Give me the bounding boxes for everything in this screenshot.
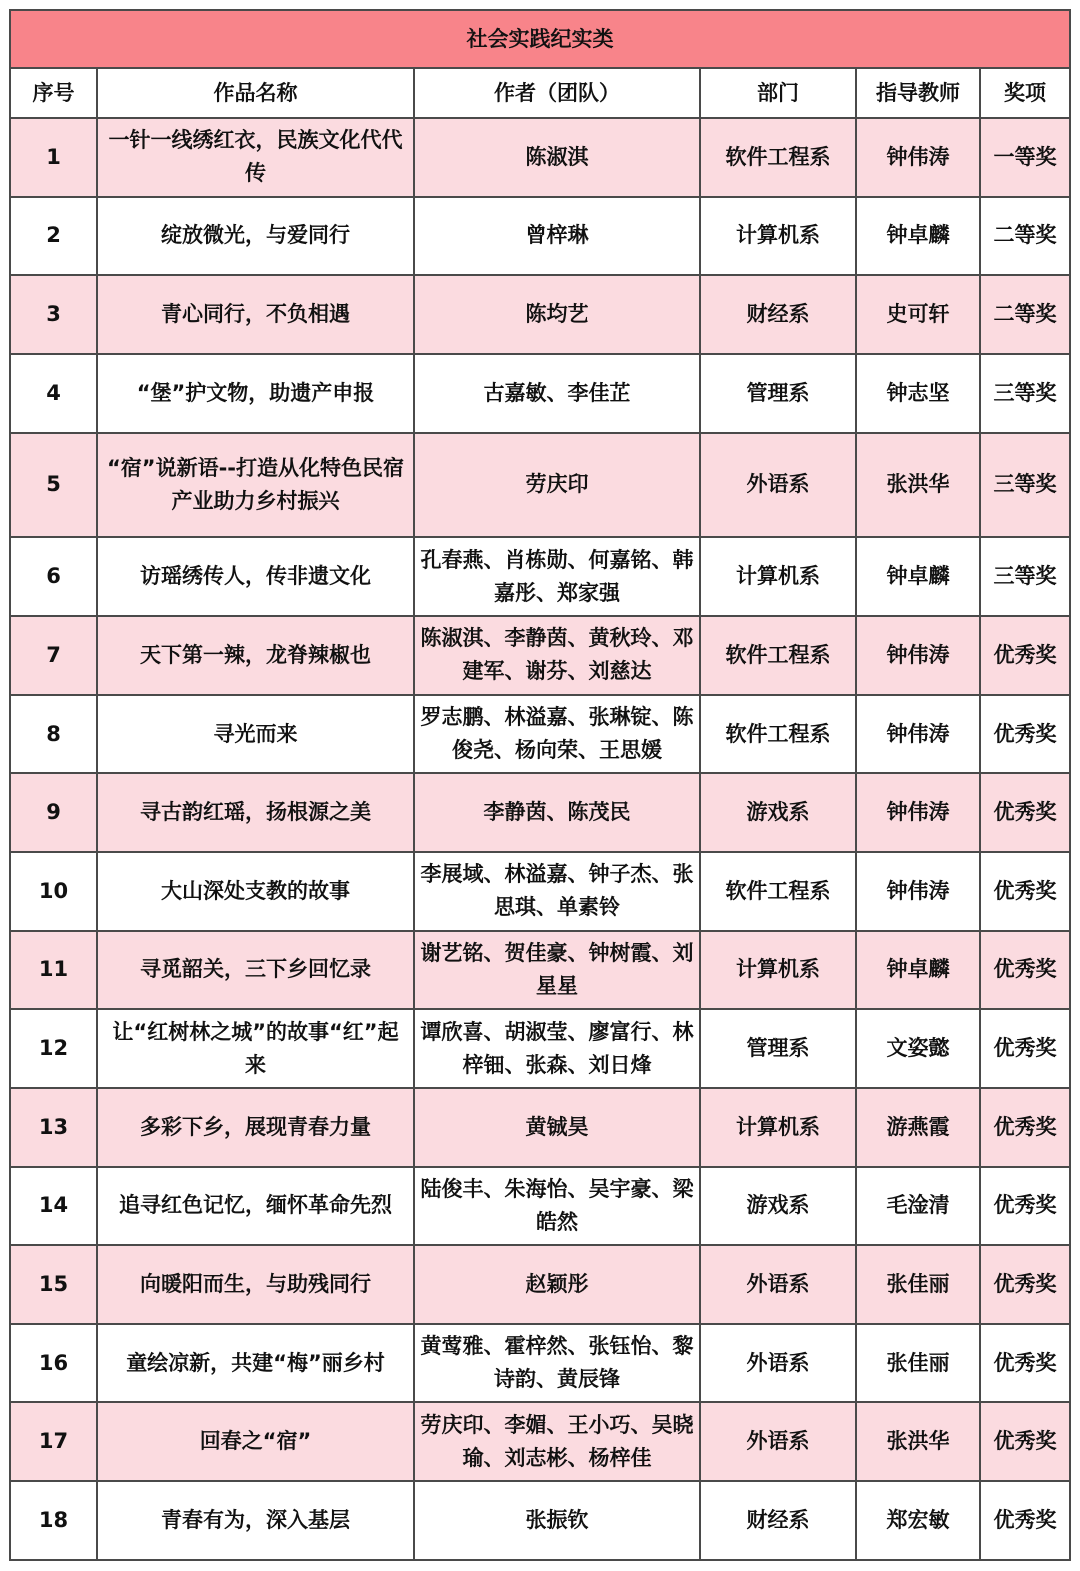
cell-teacher: 钟卓麟 — [856, 931, 980, 1010]
cell-work-name: 大山深处支教的故事 — [97, 852, 414, 931]
cell-teacher: 史可轩 — [856, 275, 980, 354]
cell-department: 管理系 — [700, 1009, 856, 1088]
cell-award: 优秀奖 — [980, 1324, 1070, 1403]
cell-award: 优秀奖 — [980, 616, 1070, 695]
cell-number: 15 — [10, 1245, 97, 1324]
column-header-number: 序号 — [10, 68, 97, 118]
column-header-department: 部门 — [700, 68, 856, 118]
cell-teacher: 钟志坚 — [856, 354, 980, 433]
cell-award: 优秀奖 — [980, 1402, 1070, 1481]
cell-author: 劳庆印 — [414, 433, 700, 538]
cell-teacher: 钟卓麟 — [856, 537, 980, 616]
cell-author: 黄铖昊 — [414, 1088, 700, 1167]
award-table — [9, 9, 1071, 1561]
cell-teacher: 钟伟涛 — [856, 616, 980, 695]
cell-number: 14 — [10, 1167, 97, 1246]
table-row — [10, 695, 1070, 774]
cell-work-name: 绽放微光，与爱同行 — [97, 197, 414, 276]
cell-author: 陈均艺 — [414, 275, 700, 354]
cell-author: 李静茵、陈茂民 — [414, 773, 700, 852]
table-row — [10, 275, 1070, 354]
header-row — [10, 68, 1070, 118]
table-row — [10, 931, 1070, 1010]
cell-number: 7 — [10, 616, 97, 695]
cell-work-name: 天下第一辣，龙脊辣椒也 — [97, 616, 414, 695]
table-row — [10, 1402, 1070, 1481]
cell-work-name: 童绘凉新，共建“梅”丽乡村 — [97, 1324, 414, 1403]
cell-department: 管理系 — [700, 354, 856, 433]
cell-award: 二等奖 — [980, 275, 1070, 354]
column-header-award: 奖项 — [980, 68, 1070, 118]
table-row — [10, 1324, 1070, 1403]
table-row — [10, 1088, 1070, 1167]
cell-number: 6 — [10, 537, 97, 616]
cell-number: 8 — [10, 695, 97, 774]
cell-award: 优秀奖 — [980, 1481, 1070, 1560]
cell-work-name: 回春之“宿” — [97, 1402, 414, 1481]
table-row — [10, 197, 1070, 276]
cell-award: 二等奖 — [980, 197, 1070, 276]
cell-teacher: 文姿懿 — [856, 1009, 980, 1088]
cell-award: 三等奖 — [980, 433, 1070, 538]
cell-work-name: 一针一线绣红衣，民族文化代代传 — [97, 118, 414, 197]
table-row — [10, 537, 1070, 616]
cell-award: 优秀奖 — [980, 1167, 1070, 1246]
cell-department: 游戏系 — [700, 773, 856, 852]
cell-teacher: 钟伟涛 — [856, 852, 980, 931]
cell-author: 张振钦 — [414, 1481, 700, 1560]
cell-number: 9 — [10, 773, 97, 852]
cell-work-name: 访瑶绣传人，传非遗文化 — [97, 537, 414, 616]
cell-number: 11 — [10, 931, 97, 1010]
cell-teacher: 张洪华 — [856, 433, 980, 538]
cell-award: 优秀奖 — [980, 1088, 1070, 1167]
table-row — [10, 354, 1070, 433]
column-header-teacher: 指导教师 — [856, 68, 980, 118]
cell-author: 古嘉敏、李佳芷 — [414, 354, 700, 433]
cell-work-name: 追寻红色记忆，缅怀革命先烈 — [97, 1167, 414, 1246]
table-row — [10, 616, 1070, 695]
cell-award: 三等奖 — [980, 354, 1070, 433]
cell-department: 计算机系 — [700, 931, 856, 1010]
cell-author: 孔春燕、肖栋勋、何嘉铭、韩嘉彤、郑家强 — [414, 537, 700, 616]
cell-department: 游戏系 — [700, 1167, 856, 1246]
cell-teacher: 郑宏敏 — [856, 1481, 980, 1560]
table-row — [10, 433, 1070, 538]
cell-teacher: 钟卓麟 — [856, 197, 980, 276]
cell-work-name: 多彩下乡，展现青春力量 — [97, 1088, 414, 1167]
cell-author: 劳庆印、李媚、王小巧、吴晓瑜、刘志彬、杨梓佳 — [414, 1402, 700, 1481]
cell-teacher: 钟伟涛 — [856, 118, 980, 197]
table-row — [10, 773, 1070, 852]
cell-department: 财经系 — [700, 275, 856, 354]
cell-author: 陈淑淇 — [414, 118, 700, 197]
cell-number: 4 — [10, 354, 97, 433]
cell-work-name: 寻光而来 — [97, 695, 414, 774]
cell-department: 计算机系 — [700, 197, 856, 276]
cell-department: 外语系 — [700, 433, 856, 538]
table-row — [10, 1481, 1070, 1560]
cell-author: 谭欣喜、胡淑莹、廖富行、林梓钿、张森、刘日烽 — [414, 1009, 700, 1088]
cell-department: 计算机系 — [700, 1088, 856, 1167]
cell-award: 优秀奖 — [980, 931, 1070, 1010]
cell-department: 外语系 — [700, 1402, 856, 1481]
column-header-work-name: 作品名称 — [97, 68, 414, 118]
cell-award: 三等奖 — [980, 537, 1070, 616]
cell-author: 罗志鹏、林溢嘉、张琳锭、陈俊尧、杨向荣、王思媛 — [414, 695, 700, 774]
cell-department: 外语系 — [700, 1324, 856, 1403]
table-body — [10, 118, 1070, 1560]
cell-number: 13 — [10, 1088, 97, 1167]
cell-department: 财经系 — [700, 1481, 856, 1560]
cell-department: 软件工程系 — [700, 118, 856, 197]
cell-number: 17 — [10, 1402, 97, 1481]
cell-award: 一等奖 — [980, 118, 1070, 197]
cell-work-name: 寻古韵红瑶，扬根源之美 — [97, 773, 414, 852]
cell-work-name: 青心同行，不负相遇 — [97, 275, 414, 354]
cell-work-name: “堡”护文物，助遗产申报 — [97, 354, 414, 433]
table-title: 社会实践纪实类 — [10, 10, 1070, 68]
cell-work-name: 青春有为，深入基层 — [97, 1481, 414, 1560]
cell-number: 18 — [10, 1481, 97, 1560]
table-row — [10, 1009, 1070, 1088]
table-row — [10, 1245, 1070, 1324]
column-header-author: 作者（团队） — [414, 68, 700, 118]
cell-number: 10 — [10, 852, 97, 931]
cell-department: 软件工程系 — [700, 852, 856, 931]
cell-teacher: 张佳丽 — [856, 1324, 980, 1403]
cell-award: 优秀奖 — [980, 1245, 1070, 1324]
cell-number: 1 — [10, 118, 97, 197]
cell-work-name: “宿”说新语--打造从化特色民宿产业助力乡村振兴 — [97, 433, 414, 538]
table-row — [10, 1167, 1070, 1246]
cell-teacher: 钟伟涛 — [856, 773, 980, 852]
cell-department: 软件工程系 — [700, 695, 856, 774]
cell-work-name: 向暖阳而生，与助残同行 — [97, 1245, 414, 1324]
cell-number: 3 — [10, 275, 97, 354]
cell-number: 16 — [10, 1324, 97, 1403]
cell-department: 计算机系 — [700, 537, 856, 616]
cell-award: 优秀奖 — [980, 1009, 1070, 1088]
cell-teacher: 张洪华 — [856, 1402, 980, 1481]
cell-department: 软件工程系 — [700, 616, 856, 695]
cell-number: 12 — [10, 1009, 97, 1088]
cell-teacher: 游燕霞 — [856, 1088, 980, 1167]
cell-author: 赵颖彤 — [414, 1245, 700, 1324]
cell-award: 优秀奖 — [980, 773, 1070, 852]
cell-teacher: 钟伟涛 — [856, 695, 980, 774]
cell-author: 谢艺铭、贺佳豪、钟树霞、刘星星 — [414, 931, 700, 1010]
table-row — [10, 118, 1070, 197]
cell-work-name: 寻觅韶关，三下乡回忆录 — [97, 931, 414, 1010]
cell-author: 陆俊丰、朱海怡、吴宇豪、梁皓然 — [414, 1167, 700, 1246]
cell-award: 优秀奖 — [980, 695, 1070, 774]
cell-author: 陈淑淇、李静茵、黄秋玲、邓建军、谢芬、刘慈达 — [414, 616, 700, 695]
cell-teacher: 张佳丽 — [856, 1245, 980, 1324]
table-row — [10, 852, 1070, 931]
cell-author: 黄莺雅、霍梓然、张钰怡、黎诗韵、黄辰锋 — [414, 1324, 700, 1403]
cell-award: 优秀奖 — [980, 852, 1070, 931]
cell-number: 5 — [10, 433, 97, 538]
cell-work-name: 让“红树林之城”的故事“红”起来 — [97, 1009, 414, 1088]
cell-author: 曾梓琳 — [414, 197, 700, 276]
cell-number: 2 — [10, 197, 97, 276]
cell-teacher: 毛淦清 — [856, 1167, 980, 1246]
cell-author: 李展域、林溢嘉、钟子杰、张思琪、单素铃 — [414, 852, 700, 931]
cell-department: 外语系 — [700, 1245, 856, 1324]
